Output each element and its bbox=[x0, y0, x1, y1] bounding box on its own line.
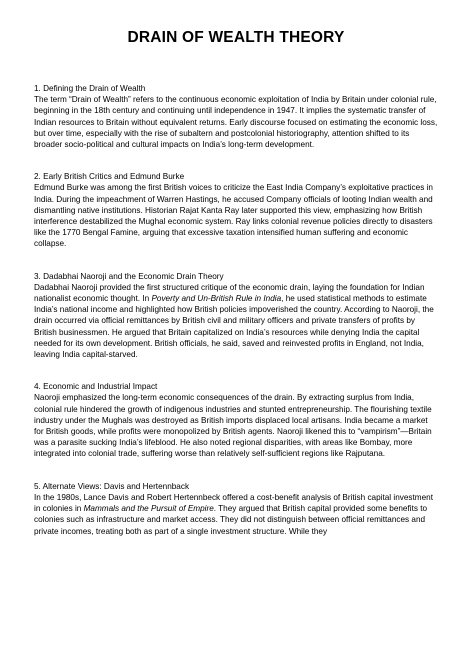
section-economic-impact bbox=[34, 381, 438, 459]
book-title: Mammals and the Pursuit of Empire bbox=[83, 504, 214, 514]
body-text: In the 1980s, Lance Davis and Robert Hertennbeck offered a cost-benefit analysis of British capital investment in colonies in bbox=[34, 492, 433, 514]
body-text: . They argued that British capital provided some benefits to colonies such as infrastructure and market access. They did not distinguish between official remittances and private incomes, treating both as part of a single investment structure. While they bbox=[34, 504, 428, 536]
section-body: Naoroji emphasized the long-term economic consequences of the drain. By extracting surplus from India, colonial rule hindered the growth of indigenous industries and stunted entrepreneurship. The flourishing textile industry under the Mughals was destroyed as British imports displaced local artisans. India became a market for British goods, while profits were monopolized by British agents. Naoroji likened this to “vampirism”—Britain was a parasite sucking India’s lifeblood. He also noted regional disparities, with areas like Bombay, more integrated into colonial trade, suffering worse than relatively self-sufficient regions like Rajputana. bbox=[34, 393, 432, 459]
section-heading: 1. Defining the Drain of Wealth bbox=[34, 84, 146, 93]
document-title: DRAIN OF WEALTH THEORY bbox=[127, 29, 345, 46]
section-defining-drain bbox=[34, 83, 438, 150]
section-body bbox=[34, 282, 438, 360]
section-alternate-views bbox=[34, 481, 438, 537]
section-early-critics bbox=[34, 171, 438, 249]
section-body: The term “Drain of Wealth” refers to the continuous economic exploitation of India by Britain under colonial rule, beginning in the 18th century and continuing until independence in 1947. It implies the systematic transfer of Indian resources to Britain without equivalent returns. Early discourse focused on estimating the economic loss, but over time, especially with the rise of subaltern and postcolonial historiography, attention shifted to its broader socio-political and cultural impacts on India’s long-term development. bbox=[34, 95, 438, 150]
body-text: Dadabhai Naoroji provided the first structured critique of the economic drain, laying the foundation for Indian nationalist economic thought. In bbox=[34, 282, 425, 304]
book-title: Poverty and Un-British Rule in India bbox=[151, 294, 282, 304]
body-text: , he used statistical methods to estimate India’s national income and highlighted how British policies impoverished the country. According to Naoroji, the drain occurred via official remittances by British civil and military officers and private transfers of profits by British businessmen. He argued that Britain capitalized on India’s resources while denying India the capital needed for its own development. British officials, he said, saved and reinvested profits in England, not India, leaving India capital-starved. bbox=[34, 294, 434, 360]
section-body bbox=[34, 492, 438, 537]
section-body: Edmund Burke was among the first British voices to criticize the East India Company’s exploitative practices in India. During the impeachment of Warren Hastings, he accused Company officials of looting Indian wealth and dismantling native institutions. Historian Rajat Kanta Ray later supported this view, emphasizing how British interference destabilized the Mughal economic system. Ray links colonial revenue policies directly to disasters like the 1770 Bengal Famine, arguing that excessive taxation intensified human suffering and economic collapse. bbox=[34, 183, 433, 249]
section-naoroji bbox=[34, 271, 438, 361]
section-heading: 4. Economic and Industrial Impact bbox=[34, 382, 158, 392]
section-heading: 5. Alternate Views: Davis and Hertennback bbox=[34, 481, 190, 491]
section-heading: 3. Dadabhai Naoroji and the Economic Drain Theory bbox=[34, 271, 224, 281]
section-heading: 2. Early British Critics and Edmund Burke bbox=[34, 172, 185, 182]
